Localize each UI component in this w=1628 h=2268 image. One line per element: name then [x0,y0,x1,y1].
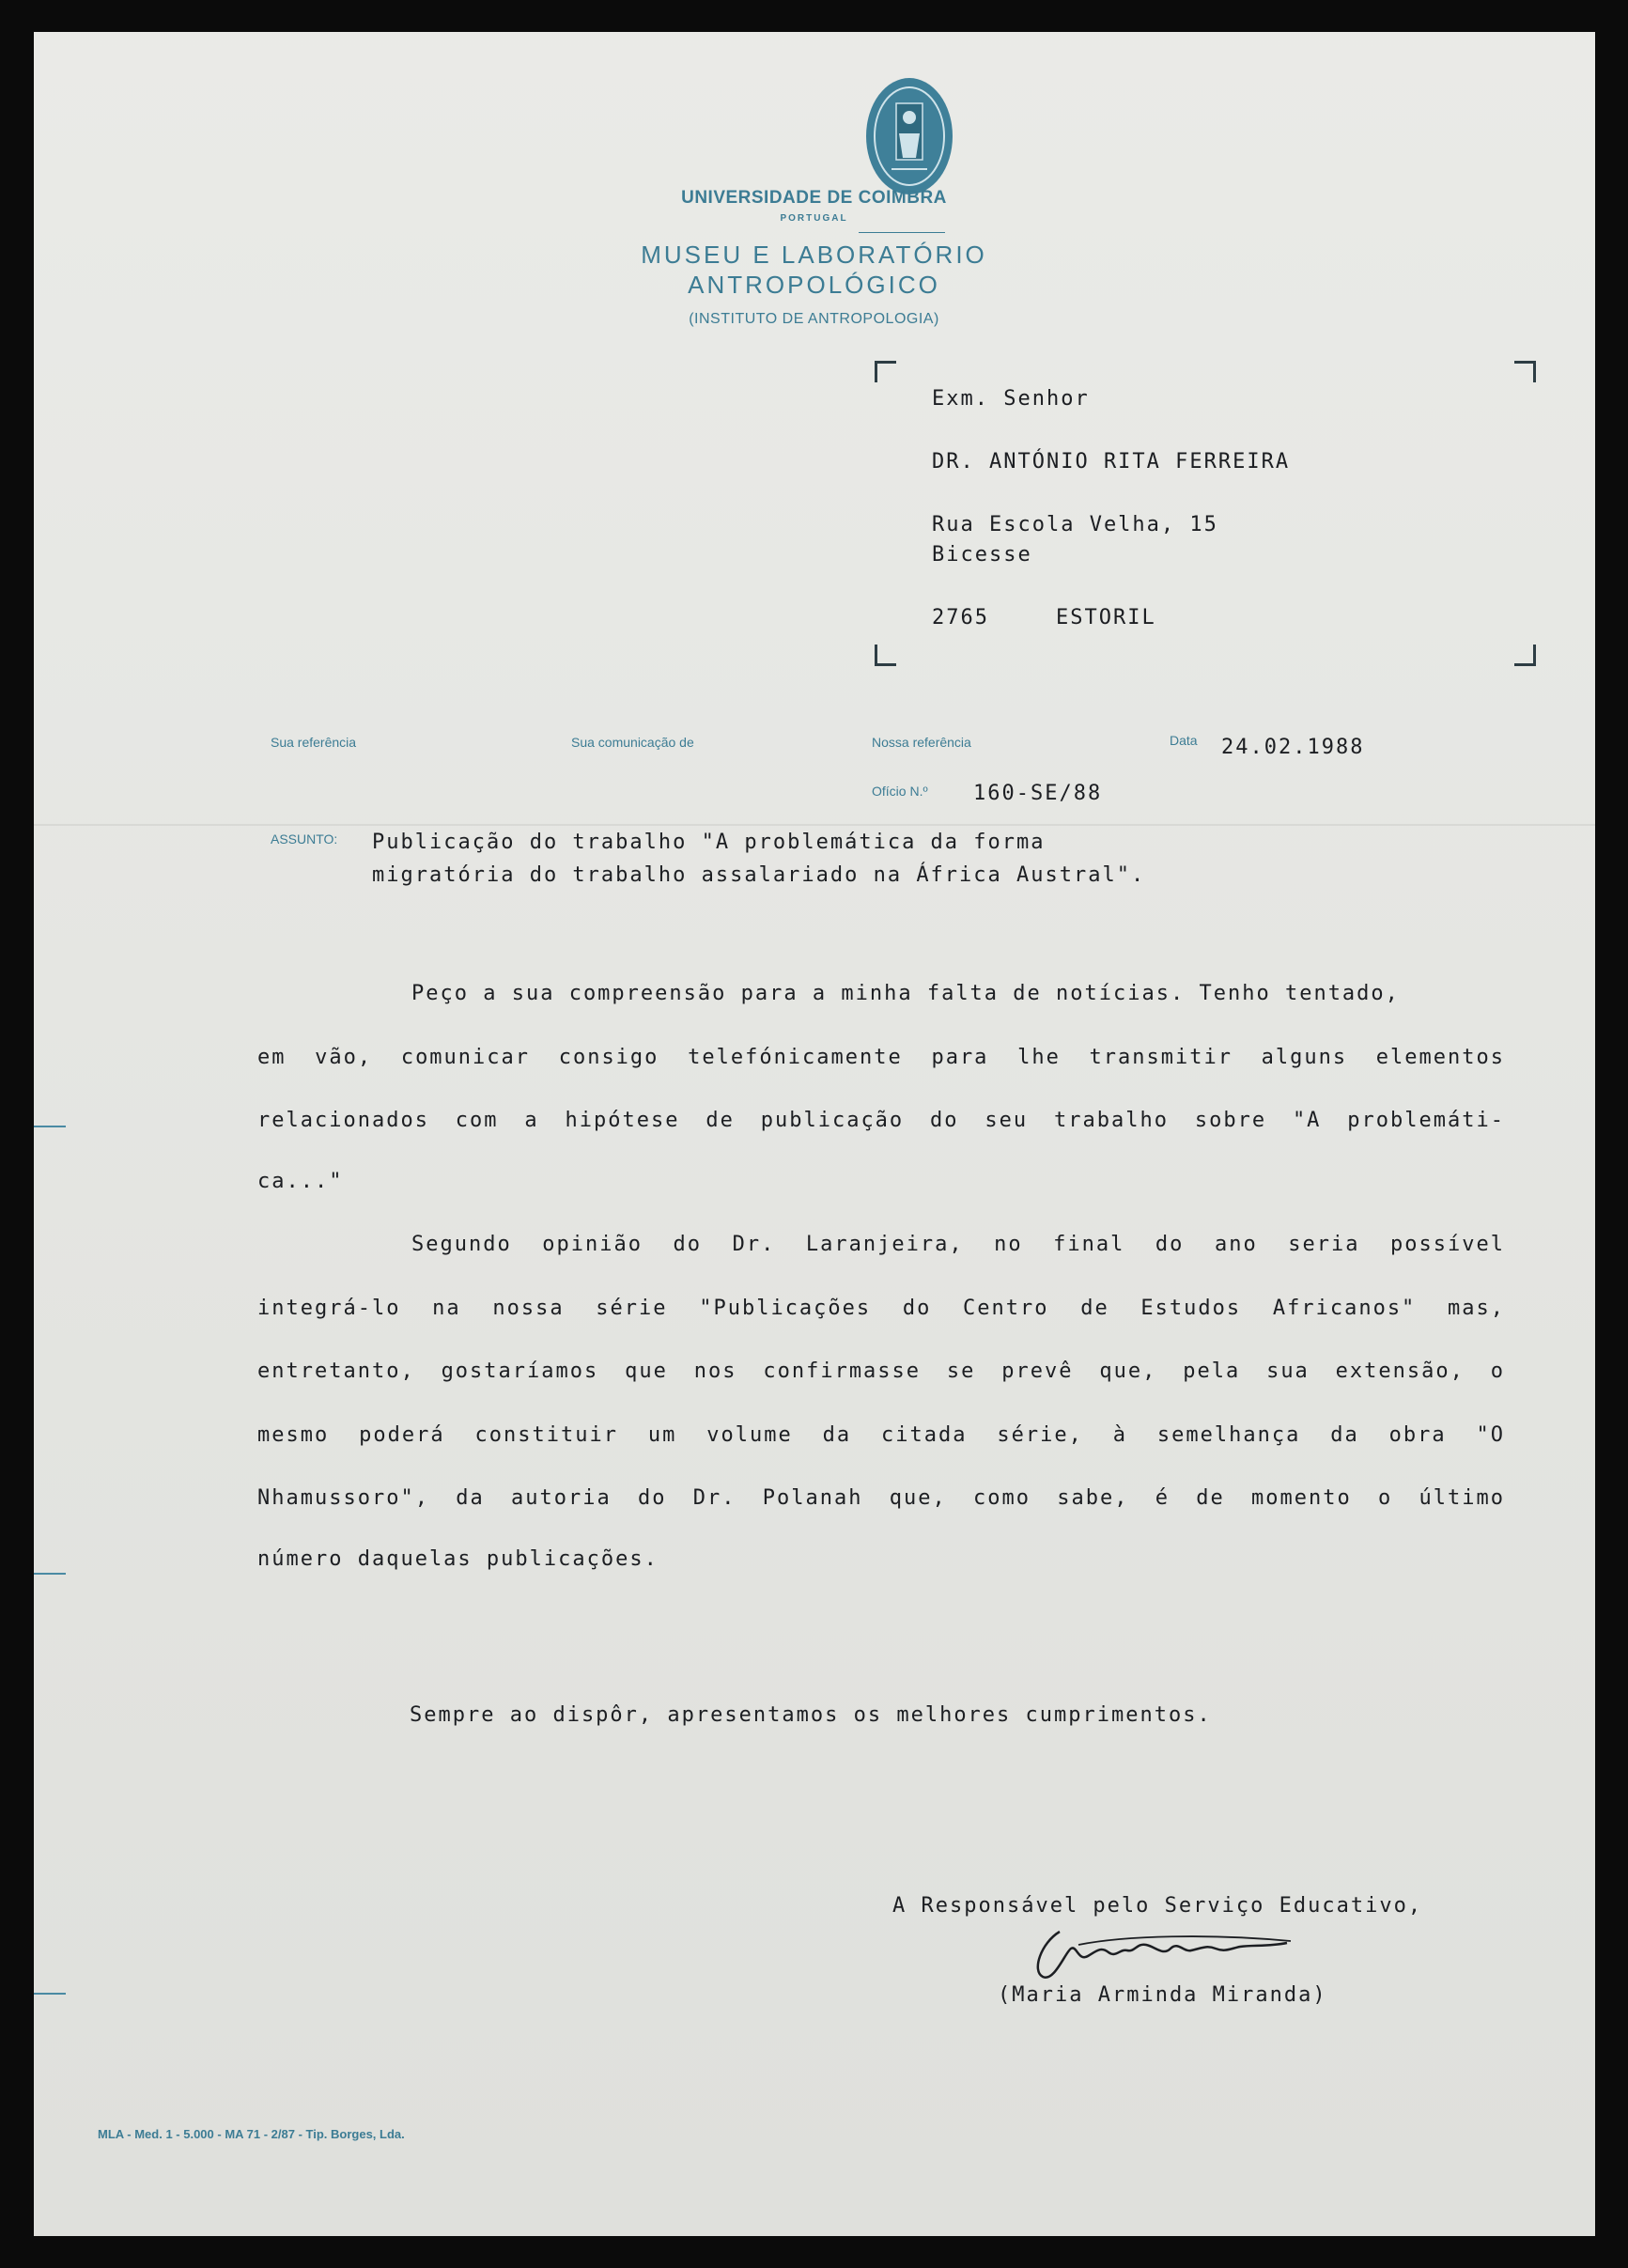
recipient-salutation: Exm. Senhor [932,387,1090,411]
body-p2-line5: Nhamussoro", da autoria do Dr. Polanah que, como sabe, é de momento o último [257,1486,1505,1510]
recipient-street: Rua Escola Velha, 15 [932,513,1218,536]
address-corner-bottom-left [875,645,896,666]
body-p1-line3: relacionados com a hipótese de publicação do seu trabalho sobre "A problemáti- [257,1109,1505,1132]
letterhead-divider [859,232,945,233]
margin-tick [34,1993,66,1995]
country-name: PORTUGAL [780,213,848,224]
recipient-postal-code: 2765 [932,606,989,629]
museum-name-line1: MUSEU E LABORATÓRIO [641,241,987,269]
body-p2-line3: entretanto, gostaríamos que nos confirmasse se prevê que, pela sua extensão, o [257,1359,1505,1383]
university-name: UNIVERSIDADE DE COIMBRA [681,188,947,208]
subject-line1: Publicação do trabalho "A problemática da forma [372,831,1046,854]
institute-name: (INSTITUTO DE ANTROPOLOGIA) [689,311,939,327]
university-seal-icon [863,75,955,197]
address-corner-top-right [1514,361,1536,382]
margin-tick [34,1126,66,1127]
sua-referencia-label: Sua referência [271,735,357,750]
data-label: Data [1170,733,1198,748]
signature-role: A Responsável pelo Serviço Educativo, [892,1894,1423,1918]
body-p1-line2: em vão, comunicar consigo telefónicamente para lhe transmitir alguns elementos [257,1046,1505,1069]
print-info: MLA - Med. 1 - 5.000 - MA 71 - 2/87 - Tip. Borges, Lda. [98,2127,405,2141]
body-p2-line2: integrá-lo na nossa série "Publicações do Centro de Estudos Africanos" mas, [257,1297,1505,1320]
nossa-referencia-label: Nossa referência [872,735,971,750]
handwritten-signature-icon [1022,1924,1304,1988]
oficio-label: Ofício N.º [872,784,928,799]
closing-line: Sempre ao dispôr, apresentamos os melhores cumprimentos. [410,1703,1212,1727]
fold-line [34,824,1595,826]
body-p2-line1: Segundo opinião do Dr. Laranjeira, no final do ano seria possível [411,1233,1505,1256]
margin-tick [34,1573,66,1575]
recipient-name: DR. ANTÓNIO RITA FERREIRA [932,450,1291,474]
signatory-name: (Maria Arminda Miranda) [998,1983,1327,2007]
body-p2-line6: número daquelas publicações. [257,1547,659,1571]
museum-name-line2: ANTROPOLÓGICO [688,271,940,299]
body-p1-line4: ca..." [257,1170,344,1193]
oficio-value: 160-SE/88 [973,782,1103,805]
sua-comunicacao-label: Sua comunicação de [571,735,694,750]
body-p2-line4: mesmo poderá constituir um volume da citada série, à semelhança da obra "O [257,1423,1505,1447]
data-value: 24.02.1988 [1221,736,1365,759]
subject-label: ASSUNTO: [271,831,338,847]
address-corner-top-left [875,361,896,382]
subject-line2: migratória do trabalho assalariado na África Austral". [372,863,1146,887]
recipient-locality: Bicesse [932,543,1032,567]
address-corner-bottom-right [1514,645,1536,666]
body-p1-line1: Peço a sua compreensão para a minha falta de notícias. Tenho tentado, [411,982,1400,1005]
recipient-city: ESTORIL [1056,606,1156,629]
